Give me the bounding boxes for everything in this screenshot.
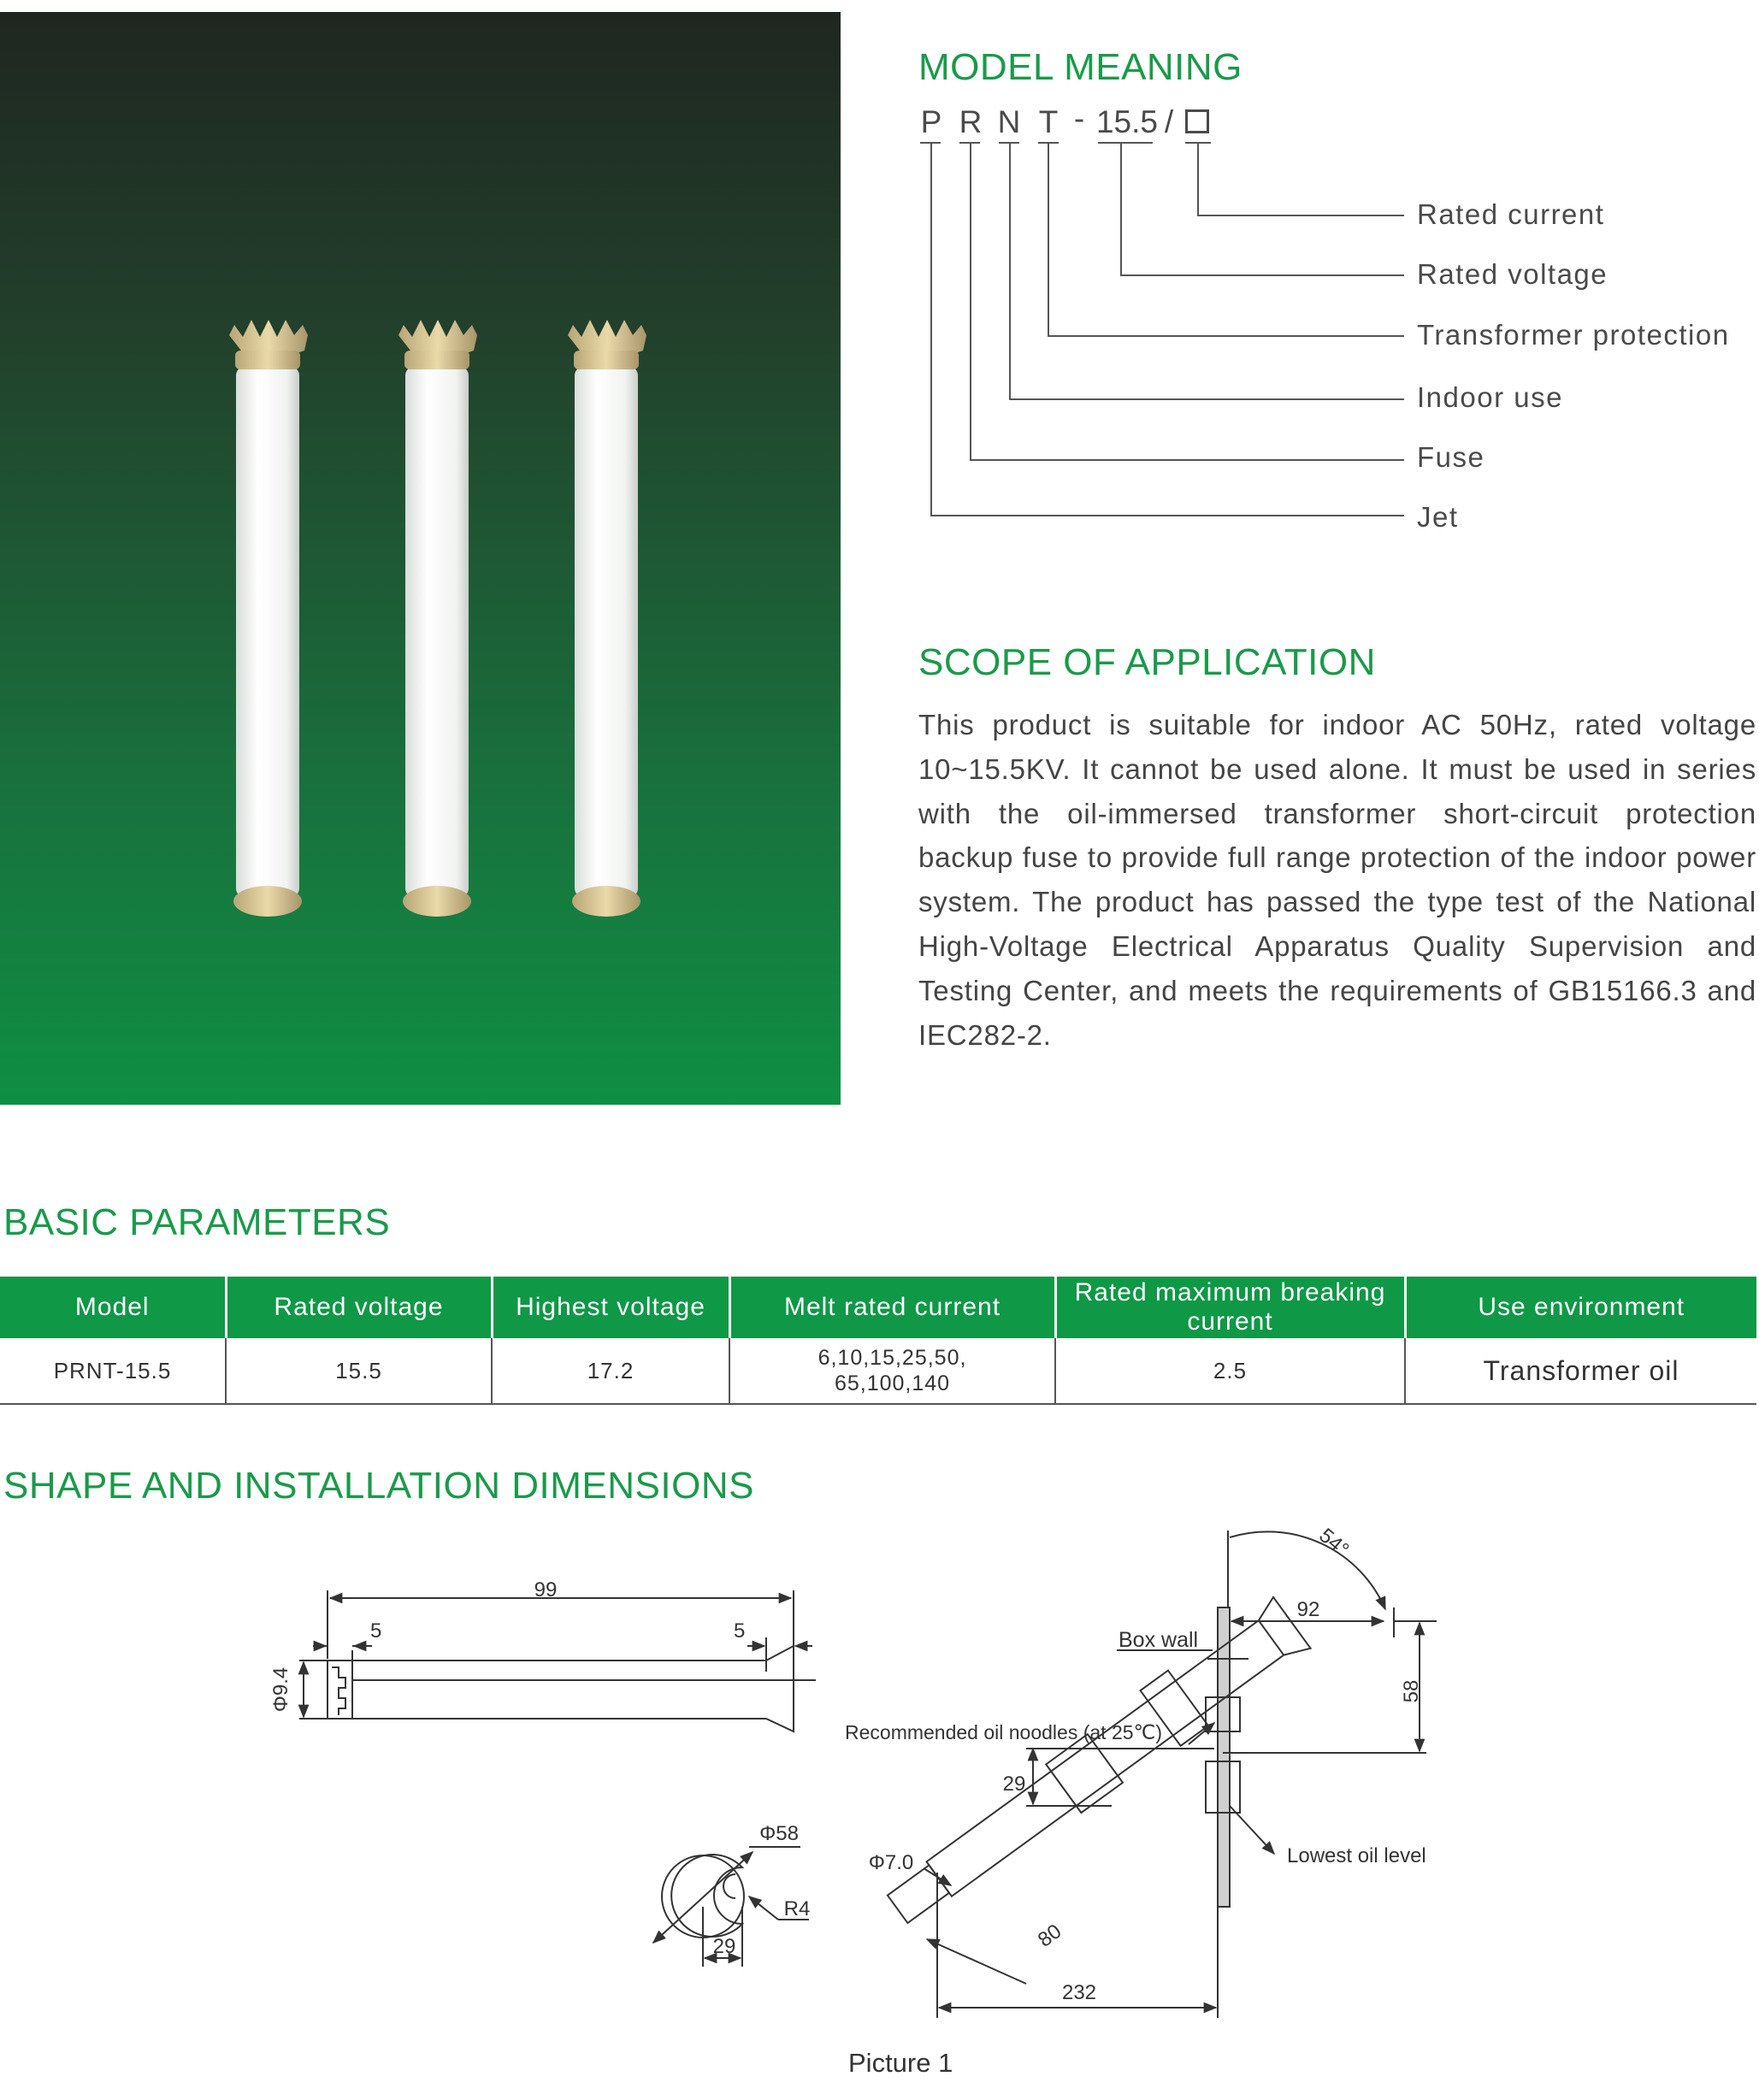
fuse-tube-1 — [229, 320, 308, 917]
column-header-highest-voltage: Highest voltage — [492, 1277, 729, 1338]
installation-view — [877, 1531, 1437, 2018]
code-dash: - — [1073, 101, 1085, 136]
code-letter-r: R — [959, 104, 983, 139]
column-header-use-environment: Use environment — [1405, 1277, 1756, 1338]
code-letter-n: N — [997, 104, 1021, 139]
cell-rated-voltage: 15.5 — [226, 1338, 492, 1404]
dim-section-diameter: Φ58 — [759, 1822, 799, 1845]
meaning-jet: Jet — [1417, 501, 1459, 533]
table-row — [0, 1338, 1756, 1404]
dim-horizontal-92: 92 — [1296, 1598, 1320, 1621]
cell-melt-current — [729, 1338, 1055, 1404]
dim-diameter: Φ9.4 — [269, 1666, 292, 1713]
parameters-table — [0, 1277, 1756, 1405]
dim-section-radius: R4 — [783, 1897, 811, 1920]
code-voltage: 15.5 — [1095, 104, 1158, 139]
scope-heading: SCOPE OF APPLICATION — [918, 641, 1376, 683]
code-placeholder-box — [1185, 109, 1209, 133]
dim-length-232: 232 — [1061, 1981, 1097, 2004]
meaning-rated-current: Rated current — [1417, 198, 1605, 230]
meaning-transformer-protection: Transformer protection — [1417, 319, 1730, 351]
dim-hole-diameter: Φ7.0 — [868, 1851, 914, 1874]
meaning-indoor-use: Indoor use — [1417, 381, 1563, 413]
melt-current-line-2: 65,100,140 — [834, 1371, 951, 1395]
dim-end-right: 5 — [734, 1619, 746, 1643]
label-box-wall: Box wall — [1119, 1628, 1199, 1652]
product-photo — [0, 12, 841, 1105]
column-header-rated-voltage: Rated voltage — [226, 1277, 492, 1338]
figure-caption: Picture 1 — [848, 2048, 953, 2078]
column-header-breaking-current: Rated maximum breaking current — [1055, 1277, 1405, 1338]
technical-drawing — [0, 1505, 1759, 2100]
column-header-model: Model — [0, 1277, 226, 1338]
meaning-fuse: Fuse — [1417, 441, 1485, 473]
cell-highest-voltage: 17.2 — [492, 1338, 729, 1404]
fuse-photo-illustration — [0, 12, 841, 1105]
label-lowest-oil: Lowest oil level — [1287, 1844, 1426, 1867]
fuse-tube-2 — [398, 320, 477, 917]
dim-angle: 54° — [1314, 1524, 1354, 1562]
label-oil-note: Recommended oil noodles (at 25℃) — [845, 1721, 1163, 1743]
fuse-side-view — [299, 1590, 816, 1731]
cell-breaking-current: 2.5 — [1055, 1338, 1405, 1404]
dim-depth-29: 29 — [1002, 1773, 1026, 1796]
dim-section-width: 29 — [712, 1935, 736, 1958]
dimensions-heading: SHAPE AND INSTALLATION DIMENSIONS — [3, 1465, 754, 1507]
code-letter-p: P — [920, 104, 942, 139]
table-header-row — [0, 1277, 1756, 1338]
melt-current-line-1: 6,10,15,25,50, — [818, 1346, 967, 1370]
code-slash: / — [1164, 104, 1174, 139]
meaning-rated-voltage: Rated voltage — [1417, 258, 1608, 290]
dim-end-left: 5 — [370, 1619, 382, 1643]
column-header-melt-rated-current: Melt rated current — [729, 1277, 1055, 1338]
dim-fuse-length: 99 — [534, 1578, 558, 1602]
fuse-tube-3 — [568, 320, 646, 917]
model-meaning-heading: MODEL MEANING — [918, 46, 1243, 88]
dim-length-80: 80 — [1033, 1920, 1066, 1952]
dim-vertical-58: 58 — [1400, 1679, 1423, 1703]
scope-paragraph: This product is suitable for indoor AC 50Hz, rated voltage 10~15.5KV. It cannot be used alone. It must be used in series with the oil-immersed transformer short-circuit protection backup fuse to provide full range protection of the indoor power system. The product has passed the type test of the National High-Voltage Electrical Apparatus Quality Supervision and Testing Center, and meets the requirements of GB15166.3 and IEC282-2. — [918, 709, 1756, 1051]
cell-environment: Transformer oil — [1405, 1338, 1756, 1404]
code-letter-t: T — [1038, 104, 1059, 139]
cell-model: PRNT-15.5 — [0, 1338, 226, 1404]
basic-parameters-heading: BASIC PARAMETERS — [3, 1201, 391, 1243]
